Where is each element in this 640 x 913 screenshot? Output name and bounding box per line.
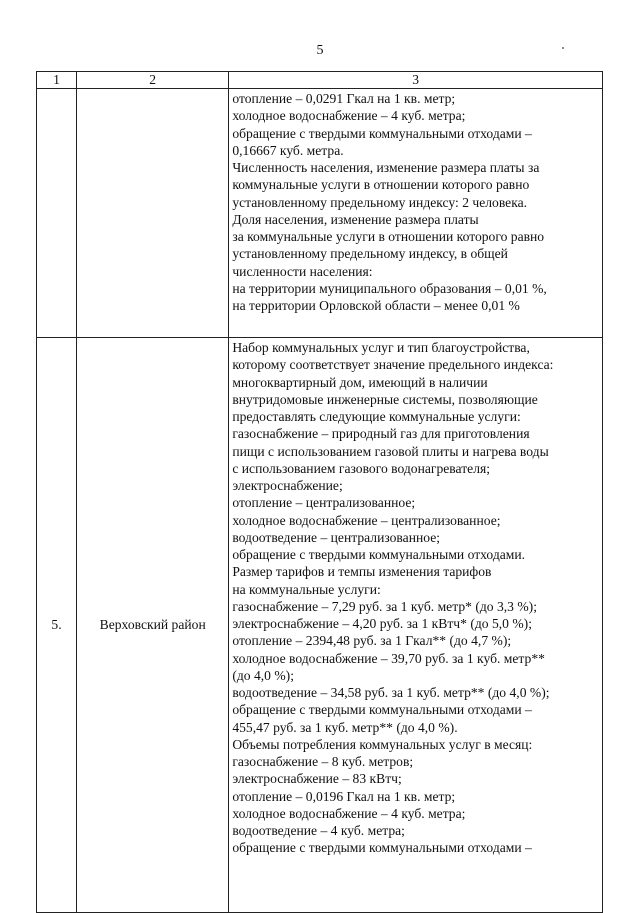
text-line: отопление – 0,0291 Гкал на 1 кв. метр; xyxy=(232,91,456,106)
scan-speck xyxy=(562,47,564,49)
header-cell-1: 1 xyxy=(37,72,77,89)
text-line: водоотведение – 4 куб. метра; xyxy=(232,823,405,838)
text-line: водоотведение – 34,58 руб. за 1 куб. метр** (до 4,0 %); xyxy=(232,685,550,700)
text-line: обращение с твердыми коммунальными отходами – xyxy=(232,702,532,718)
row-number-cell xyxy=(37,89,77,338)
text-line: газоснабжение – 8 куб. метров; xyxy=(232,754,414,769)
document-table xyxy=(36,71,603,913)
district-cell: Верховский район xyxy=(77,338,229,913)
text-line: которому соответствует значение предельного индекса: xyxy=(232,357,554,373)
text-line: электроснабжение – 4,20 руб. за 1 кВтч* (до 5,0 %); xyxy=(232,616,532,631)
text-line: холодное водоснабжение – 4 куб. метра; xyxy=(232,805,466,821)
text-line: электроснабжение; xyxy=(232,478,343,493)
text-line: на территории Орловской области – менее 0,01 % xyxy=(232,298,520,313)
text-line: Численность населения, изменение размера платы за xyxy=(232,160,540,175)
text-line: газоснабжение – 7,29 руб. за 1 куб. метр* (до 3,3 %); xyxy=(232,598,537,614)
text-line: установленному предельному индексу, в общей xyxy=(232,246,508,262)
header-cell-2: 2 xyxy=(77,72,229,89)
table-row xyxy=(37,338,603,913)
table-header-row xyxy=(37,72,603,89)
text-line: обращение с твердыми коммунальными отходами – xyxy=(232,125,532,141)
text-line: на коммунальные услуги: xyxy=(232,581,381,597)
text-line: 0,16667 куб. метра. xyxy=(232,142,344,158)
description-cell xyxy=(229,89,603,338)
text-line: Набор коммунальных услуг и тип благоустройства, xyxy=(232,340,530,355)
text-line: пищи с использованием газовой плиты и нагрева воды xyxy=(232,443,549,459)
text-line: Размер тарифов и темпы изменения тарифов xyxy=(232,564,492,580)
description-text xyxy=(229,338,602,859)
text-line: холодное водоснабжение – 39,70 руб. за 1 куб. метр** xyxy=(232,650,545,666)
district-cell xyxy=(77,89,229,338)
text-line: установленному предельному индексу: 2 человека. xyxy=(232,194,528,210)
text-line: с использованием газового водонагревателя; xyxy=(232,460,491,476)
text-line: Объемы потребления коммунальных услуг в месяц: xyxy=(232,736,533,752)
text-line: холодное водоснабжение – централизованное; xyxy=(232,512,501,528)
text-line: электроснабжение – 83 кВтч; xyxy=(232,771,402,787)
text-line: предоставлять следующие коммунальные услуги: xyxy=(232,409,521,424)
text-line: водоотведение – централизованное; xyxy=(232,529,441,545)
text-line: на территории муниципального образования – 0,01 %, xyxy=(232,280,547,296)
text-line: отопление – 0,0196 Гкал на 1 кв. метр; xyxy=(232,788,456,804)
text-line: Доля населения, изменение размера платы xyxy=(232,211,479,227)
text-line: обращение с твердыми коммунальными отходами – xyxy=(232,840,532,856)
header-cell-3: 3 xyxy=(229,72,603,89)
text-line: газоснабжение – природный газ для приготовления xyxy=(232,426,530,442)
text-line: отопление – централизованное; xyxy=(232,495,416,511)
text-line: многоквартирный дом, имеющий в наличии xyxy=(232,374,488,390)
text-line: 455,47 руб. за 1 куб. метр** (до 4,0 %). xyxy=(232,719,458,735)
description-text xyxy=(229,89,602,316)
text-line: холодное водоснабжение – 4 куб. метра; xyxy=(232,108,466,124)
text-line: (до 4,0 %); xyxy=(232,667,294,683)
text-line: коммунальные услуги в отношении которого равно xyxy=(232,177,530,193)
row-number-cell: 5. xyxy=(37,338,77,913)
text-line: внутридомовые инженерные системы, позволяющие xyxy=(232,391,538,407)
description-cell xyxy=(229,338,603,913)
table-row xyxy=(37,89,603,338)
text-line: отопление – 2394,48 руб. за 1 Гкал** (до 4,7 %); xyxy=(232,633,512,649)
text-line: за коммунальные услуги в отношении которого равно xyxy=(232,229,545,244)
page-number: 5 xyxy=(316,43,324,58)
text-line: численности населения: xyxy=(232,263,373,279)
text-line: обращение с твердыми коммунальными отходами. xyxy=(232,547,526,562)
